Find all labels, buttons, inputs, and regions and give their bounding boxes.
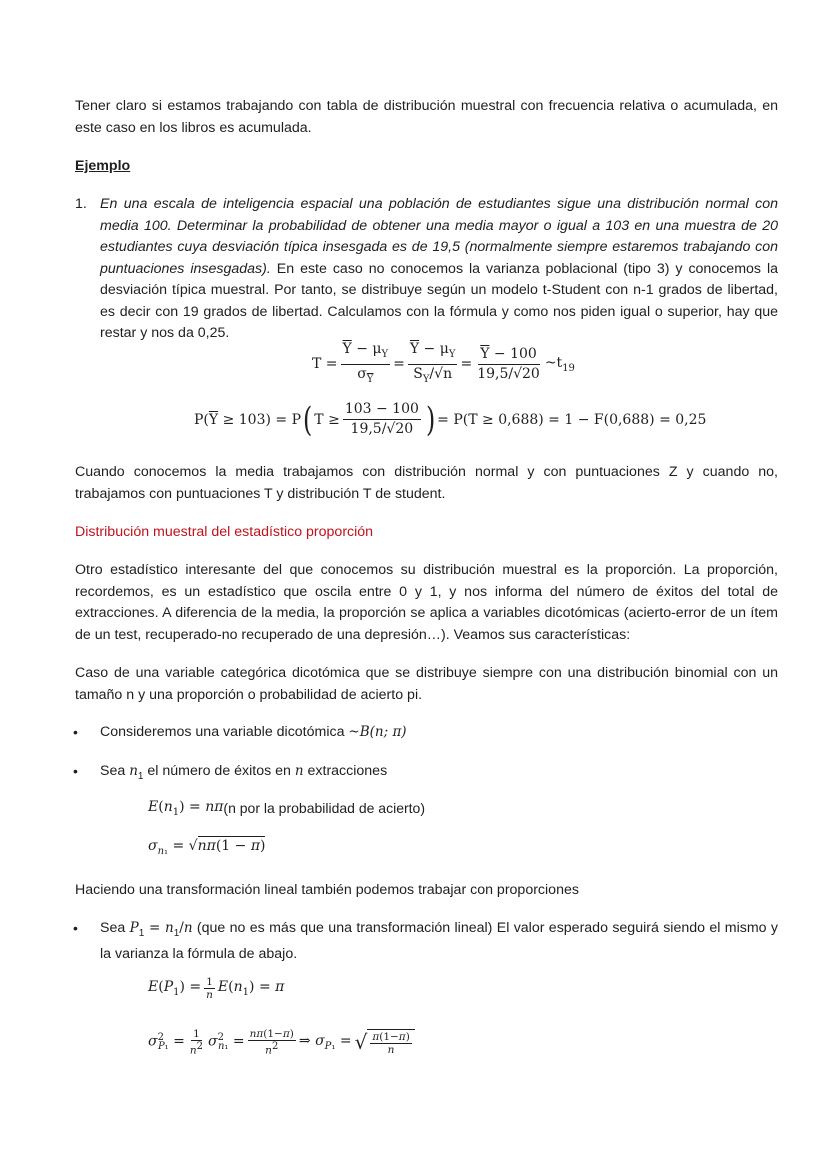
intro-paragraph: Tener claro si estamos trabajando con tabla de distribución muestral con frecuencia relativa o acumulada, en este caso en los libros es acumulada.	[75, 98, 778, 136]
bullet-dot: •	[73, 920, 78, 936]
t-statistic-formula: T = $\frac{\overline{Y} - \mu_Y}{\sigma_{\overline{Y}}}$ = $\frac{\overline{Y} - \mu_Y}{S_Y/√n}$ = $\frac{\overline{Y} - 100}{19,5/√20}$ $\sim t_{19}$	[312, 341, 575, 385]
bullet-text: Consideremos una variable dicotómica	[100, 724, 349, 740]
proportion-intro-paragraph: Otro estadístico interesante del que conocemos su distribución muestral es la proporción. La proporción, recordemos, es un estadístico que oscila entre 0 y 1, y nos informa del número de éxitos del total de extracciones. A diferencia de la media, la proporción se aplica a variables dicotómicas (acierto-error de un ítem de un test, recuperado-no recuperado de una depresión…). Veamos sus características:	[75, 562, 778, 643]
normal-vs-t-paragraph: Cuando conocemos la media trabajamos con distribución normal y con puntuaciones Z y cuando no, trabajamos con puntuaciones T y distribución T de student.	[75, 464, 778, 502]
probability-formula: $P(\overline{Y} \ge 103) = P$ ( T ≥ $\frac{103 - 100}{19,5/√20}$ ) = P(T ≥ 0,688) = 1 − F(0,688) = 0,25	[194, 399, 707, 440]
expected-n1-formula: $E(n_1) = n\pi$ (n por la probabilidad de acierto)	[148, 799, 425, 818]
example-heading: Ejemplo	[75, 158, 131, 174]
expected-n1-note: (n por la probabilidad de acierto)	[223, 800, 425, 817]
binomial-case-paragraph: Caso de una variable categórica dicotómica que se distribuye siempre con una distribución binomial con un tamaño n y una proporción o probabilidad de acierto pi.	[75, 665, 778, 703]
example-statement: En una escala de inteligencia espacial una población de estudiantes sigue una distribución normal con media 100. Determinar la probabilidad de obtener una media mayor o igual a 103 en una muestra de 20 estudiantes cuya desviación típica insesgada es de 19,5 (normalmente siempre estaremos trabajando con puntuaciones insesgadas).	[100, 196, 778, 277]
variance-p1-formula: $\sigma^2_{P_1}$ = $\frac{1}{n^2}$ $\sigma^2_{n_1}$ = $\frac{n\pi(1-\pi)}{n^2}$ ⇒ $\sigma_{P_1}$ = √ $\frac{\pi(1-\pi)}{n}$	[148, 1028, 415, 1057]
list-number: 1.	[75, 196, 87, 212]
bullet-dot: •	[73, 763, 78, 779]
bullet-text: extracciones	[303, 763, 388, 779]
example-paragraph	[100, 194, 778, 345]
example-explanation: En este caso no conocemos la varianza poblacional (tipo 3) y conocemos la desviación típica muestral. Por tanto, se distribuye según un modelo t-Student con n-1 grados de libertad, es decir con 19 grados de libertad. Calculamos con la fórmula y como nos piden igual o superior, hay que restar y nos da 0,25.	[100, 260, 778, 341]
bullet-dot: •	[73, 724, 78, 740]
section-title: Distribución muestral del estadístico proporción	[75, 524, 374, 540]
bullet-text: Sea	[100, 920, 130, 936]
sigma-n1-formula: $\sigma_{n_1} = √n\pi(1 - \pi)$	[148, 838, 266, 857]
bullet-text: Sea	[100, 763, 130, 779]
bullet-p1-definition: Sea $P_1 = n_1/n$ (que no es más que una transformación lineal) El valor esperado seguirá siendo el mismo y la varianza la fórmula de abajo.	[100, 920, 778, 963]
bullet-successes: Sea $n_1$ el número de éxitos en n extracciones	[100, 763, 388, 782]
linear-transform-paragraph: Haciendo una transformación lineal también podemos trabajar con proporciones	[75, 882, 579, 898]
bullet-text: (que no es más que una transformación lineal) El valor esperado seguirá siendo el mismo y la varianza la fórmula de abajo.	[100, 920, 778, 963]
bullet-text: el número de éxitos en	[143, 763, 295, 779]
expected-p1-formula: $E(P_1)$ = $\frac{1}{n}$ $E(n_1) = \pi$	[148, 976, 285, 1001]
bullet-dichotomous-variable: Consideremos una variable dicotómica ~B(n; π)	[100, 724, 407, 740]
